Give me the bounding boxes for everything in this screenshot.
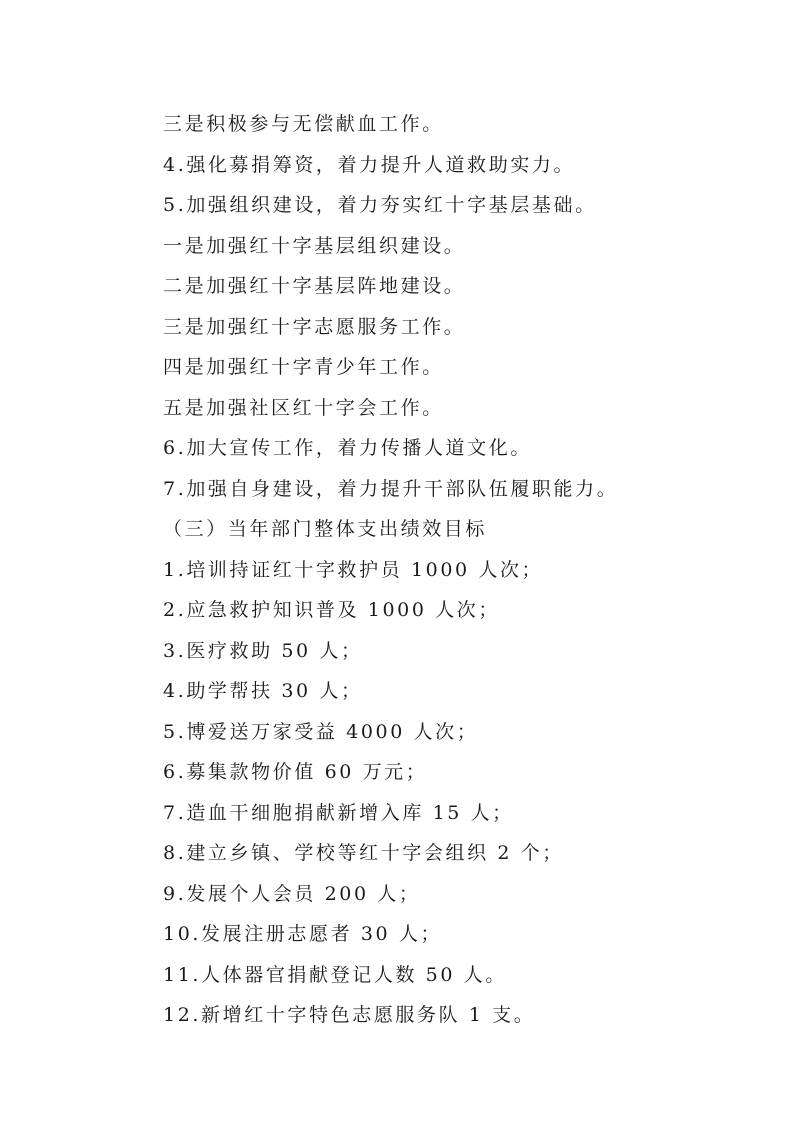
text-line: 6.加大宣传工作，着力传播人道文化。 — [163, 437, 532, 459]
text-line: 10.发展注册志愿者 30 人； — [163, 923, 443, 945]
text-line: 2.应急救护知识普及 1000 人次； — [163, 599, 500, 621]
text-line: 5.加强组织建设，着力夯实红十字基层基础。 — [163, 194, 597, 216]
text-line: 三是积极参与无偿献血工作。 — [163, 113, 444, 135]
text-line: 二是加强红十字基层阵地建设。 — [163, 275, 466, 297]
text-line: 11.人体器官捐献登记人数 50 人。 — [163, 963, 507, 986]
text-line: 三是加强红十字志愿服务工作。 — [163, 315, 466, 338]
text-line: 3.医疗救助 50 人； — [163, 639, 363, 662]
section-heading: （三）当年部门整体支出绩效目标 — [163, 518, 488, 540]
text-line: 5.博爱送万家受益 4000 人次； — [163, 720, 479, 743]
text-line: 五是加强社区红十字会工作。 — [163, 396, 444, 419]
text-line: 四是加强红十字青少年工作。 — [163, 356, 444, 378]
text-line: 7.造血干细胞捐献新增入库 15 人； — [163, 801, 514, 824]
text-line: 6.募集款物价值 60 万元； — [163, 761, 428, 783]
document-body — [163, 104, 763, 1036]
text-line: 1.培训持证红十字救护员 1000 人次； — [163, 558, 544, 581]
text-line: 一是加强红十字基层组织建设。 — [163, 234, 466, 257]
text-line: 9.发展个人会员 200 人； — [163, 882, 421, 905]
text-line: 4.强化募捐筹资，着力提升人道救助实力。 — [163, 153, 576, 176]
text-line: 4.助学帮扶 30 人； — [163, 680, 363, 702]
text-line: 7.加强自身建设，着力提升干部队伍履职能力。 — [163, 477, 619, 500]
text-line: 8.建立乡镇、学校等红十字会组织 2 个； — [163, 842, 564, 864]
text-line: 12.新增红十字特色志愿服务队 1 支。 — [163, 1004, 536, 1026]
